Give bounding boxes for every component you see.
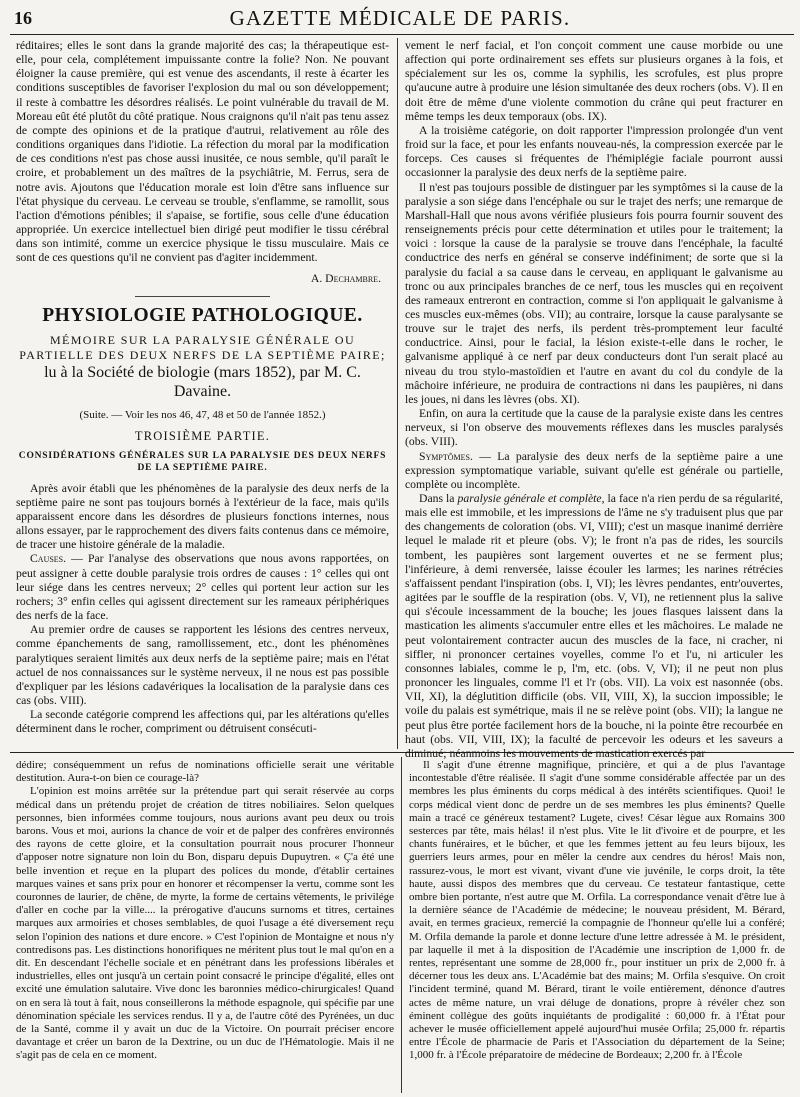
journal-title: GAZETTE MÉDICALE DE PARIS. bbox=[229, 6, 571, 30]
causes-label: Causes. bbox=[30, 552, 67, 566]
header-rule bbox=[10, 34, 794, 35]
symptoms-label: Symptômes. bbox=[419, 449, 473, 463]
article-paragraph bbox=[405, 450, 783, 492]
paragraph-text: — Par l'analyse des observations que nous avons rapportées, on peut assigner à cette double paralysie trois ordres de causes : 1° celles qui ont leur siége dans les centres nerveux; 2° celles qui portent leur action sur les rochers; 3° enfin celles qui agissent directement sur les rameaux périphériques des nerfs de la face. bbox=[16, 552, 389, 623]
page-header bbox=[0, 0, 800, 34]
part-heading: TROISIÈME PARTIE. bbox=[134, 428, 271, 443]
column-divider-bottom bbox=[401, 757, 402, 1093]
feuilleton-paragraph: L'opinion est moins arrêtée sur la prétendue part qui serait réservée au corps médical dans un prétendu projet de création de titres nobiliaires. Selon quelques personnes, bien informées comme toujours, nous aurions avant peu deux ou trois barons. Vous et moi, aurions la chance de voir et de palper des confrères environnés des rayons de cette gloire, et la consultation pourrait nous procurer l'honneur d'apposer notre signature non loin du Bon, disparu depuis Dupuytren. « Ç'a été une belle invention et reçue en la plupart des polices du monde, d'établir certaines marques vaines et sans prix pour en honorer et récompenser la vertu, comme sont les couronnes de laurier, de chêne, de myrte, la forme de certains vêtements, le privilége d'aller en coche par la ville.... la prérogative d'aucuns surnoms et titres, certaines marques aux armoiries et choses semblables, de quoi l'usage a été diversement reçu selon l'opinion des nations et dure encore. » C'est l'opinion de Montaigne et nous n'y contredisons pas. Les distinctions honorifiques ne méritent plus tout le mal qu'on en a dit. En descendant l'échelle sociale et en pénétrant dans les professions libérales et industrielles, elles ont jusqu'à un certain point consacré le principe d'égalité, elles ont excité une émulation salutaire. Vive donc les baronnies médico-chirurgicales! Quand on en sera là tout à fait, nous conseillerons la méthode espagnole, qui spécifie par une dénomination spéciale les services rendus. Il y a, de l'autre côté des Pyrénées, un duc de la Santé, comme il y avait un duc de la Victoire. On pourrait préciser encore davantage et créer un baron de la Dextrine, ou un duc de l'Hématologie. Mais il ne s'agit pas de cela en ce moment. bbox=[16, 785, 394, 1062]
article-paragraph: La seconde catégorie comprend les affections qui, par les altérations qu'elles déterminent dans le rocher, compriment ou détruisent consécuti- bbox=[16, 708, 389, 736]
memoir-title-continued: lu à la Société de biologie (mars 1852), par M. C. Davaine. bbox=[44, 363, 361, 400]
memoir-title: MÉMOIRE SUR LA PARALYSIE GÉNÉRALE OU PARTIELLE DES DEUX NERFS DE LA SEPTIÈME PAIRE; bbox=[19, 332, 386, 362]
article-paragraph: Au premier ordre de causes se rapportent les lésions des centres nerveux, comme épanchements de sang, ramollissement, etc., dont les phénomènes paralytiques seraient limités aux deux nerfs de la septième paire; mais en l'état actuel de nos connaissances sur le système nerveux, il ne nous est pas possible d'expliquer par les lésions cadavériques la localisation de la paralysie dans ces cas (obs. VIII). bbox=[16, 623, 389, 707]
article-paragraph: Après avoir établi que les phénomènes de la paralysie des deux nerfs de la septième paire ne sont pas toujours bornés à l'extérieur de la face, mais qu'ils apparaissent encore dans les désordres de plusieurs fonctions internes, nous allons essayer, par le rapprochement des divers faits contenus dans ce mémoire, de tracer une histoire générale de la maladie. bbox=[16, 481, 389, 552]
paragraph-text: , la face n'a rien perdu de sa régularité, mais elle est immobile, et les impressions de l'âme ne s'y traduisent plus que par des changements de coloration (obs. VI, VIII); c'est un masque inanimé derrière lequel le malade rit et pleure (obs. V); le front n'a pas de rides, les sourcils tombent, les paupières sont largement ouvertes et ne se ferment plus; l'inférieure, à demi renversée, laisse écouler les larmes; les narines rétrécies s'affaissent pendant l'inspiration (obs. I, VI); les lèvres pendantes, entr'ouvertes, agitées par le souffle de la respiration (obs. V, VI), ne retiennent plus la salive qui s'écoule incessamment de la bouche; les joues flasques laissent dans la mastication les aliments s'accumuler entre elles et les mâchoires. Le malade ne peut volontairement contracter aucun des muscles de la face, ni cracher, ni siffler, ni prononcer certaines voyelles, comme l'o et l'u, ni articuler les consonnes labiales, comme le p, l'm, etc. (obs. V, VI); il ne peut non plus prononcer les linguales, comme l'l et l'r (obs. VII). La voix est nasonnée (obs. VII, XI), la déglutition difficile (obs. VII, VIII, X), la succion impossible; le voile du palais est symétrique, mais il ne se relève point (obs. VII); la langue ne peut plus être portée facilement hors de la bouche, ni la pointe être recourbée en haut (obs. VII, VIII, IX); la faculté de percevoir les odeurs et les saveurs a diminué; néanmoins les mouvements de mastication exercés par bbox=[405, 492, 783, 760]
feuilleton-paragraph: dédire; conséquemment un refus de nominations officielle serait une véritable destitution. Aura-t-on bien ce courage-là? bbox=[16, 759, 394, 785]
article-paragraph bbox=[405, 492, 783, 761]
separator-rule bbox=[135, 296, 269, 297]
feuilleton-paragraph: Il s'agit d'une étrenne magnifique, princière, et qui a de plus l'avantage incontestable d'être réalisée. Il s'agit d'une somme considérable affectée par un des membres les plus éminents du corps médical à des intérêts scientifiques. Quoi! le corps médical vient donc de perdre un de ses membres les plus éminents? Quelle main a tracé ce généreux testament? Lugete, cives! César lègue aux Romains 300 sesterces par tête, mais hélas! il n'est plus. Vite le lit d'ivoire et de pourpre, et les chants funéraires, et le bûcher, et que les femmes jettent au feu leurs bijoux, les guerriers leurs armes, pour en mêler la cendre aux cendres du héros! Mais non, rassurez-vous, le mort est vivant, vivant d'une vie juvénile, le corps droit, la tête haute, aussi dispos des membres que du cerveau. Ce testateur fantastique, cette ombre bien portante, n'est autre que M. Orfila. La correspondance venait d'être lue à la dernière séance de l'Académie de médecine; le nouveau président, M. Bérard, avait, en termes gracieux, remercié la compagnie de l'honneur qu'elle lui a conféré; M. Orfila demande la parole et donne lecture d'une lettre adressée à M. le président, par laquelle il met à la disposition de l'Académie une inscription de 1,000 fr. de rentes, représentant une somme de 28,000 fr., pour instituer un prix de 2,000 fr. à décerner tous les deux ans. L'Académie bat des mains; M. Orfila s'esquive. On croit l'incident terminé, quand M. Bérard, tirant le voile entièrement, dénonce d'autres actes de même nature, un vrai déluge de donations, propre à révéler chez son éminent collègue des goûts inquiétants de prodigalité : 60,000 fr. à l'État pour achever le musée officiellement appelé aujourd'hui musée Orfila; 25,000 fr. répartis entre l'École de pharmacie de Paris et l'Association du département de la Seine; 1,000 fr. à l'École préparatoire de médecine de Bordeaux; 2,200 fr. à l'École bbox=[409, 759, 785, 1062]
paragraph-lead: Dans la bbox=[419, 492, 458, 505]
column-1 bbox=[16, 39, 389, 749]
article-paragraph: Enfin, on aura la certitude que la cause de la paralysie existe dans les centres nerveux, si l'on observe des mouvements réflexes dans les muscles paralysés (obs. VIII). bbox=[405, 407, 783, 449]
column-divider-top bbox=[397, 38, 398, 749]
article-paragraph bbox=[16, 552, 389, 623]
section-title: PHYSIOLOGIE PATHOLOGIQUE. bbox=[42, 304, 363, 326]
emphasis-text: paralysie générale et complète bbox=[457, 492, 602, 505]
continuation-note: (Suite. — Voir les nos 46, 47, 48 et 50 de l'année 1852.) bbox=[79, 408, 326, 421]
article-paragraph: Il n'est pas toujours possible de distinguer par les symptômes si la cause de la paralysie a son siége dans l'encéphale ou sur le trajet des nerfs; une remarque de Marshall-Hall que nous avons vérifiée plusieurs fois pourra fournir souvent des renseignements précis pour cette détermination et utiles pour le traitement; la voici : lorsque la cause de la paralysie se trouve dans l'encéphale, la faculté conductrice des nerfs en général se conserve indéfiniment; de sorte que si la paralysie du facial a sa cause dans le cerveau, en appliquant le galvanisme au tronc ou aux principales branches de ce nerf, tous les muscles qui en reçoivent des rameaux entreront en contraction, comme si l'on appliquait le galvanisme à ces muscles eux-mêmes (obs. VII); au contraire, lorsque la cause paralysante se trouve sur le trajet des nerfs, ils perdent très-promptement leur faculté conductrice. Ainsi, pour le facial, la lésion existe-t-elle dans le rocher, le galvanisme appliqué à ce nerf par deux conducteurs dont l'un serait placé au niveau du trou stylo-mastoïdien et l'autre en avant du col du condyle de la mâchoire inférieure, ne produira de contractions ni dans les paupières, ni dans les joues, ni dans les lèvres (obs. XI). bbox=[405, 180, 783, 406]
signature: A. Dechambre. bbox=[310, 271, 381, 285]
article-paragraph: réditaires; elles le sont dans la grande majorité des cas; la thérapeutique est-elle, pour cela, complétement impuissante contre la folie? Non. Ne pouvant éloigner la cause première, qui est venue des ascendants, il reste à écarter les conditions susceptibles de favoriser l'explosion du mal ou son développement; il reste à combattre les désordres réalisés. Le point vulnérable du travail de M. Moreau eût été plutôt du côté pratique. Nous craignons qu'il n'ait pas tenu assez de compte des opinions et de la pratique d'autrui, relativement au rôle des conditions organiques dans l'idiotie. La réfection du moral par la modification de ces conditions n'est pas chose aussi inusitée, ce nous semble, qu'il paraît le croire, et probablement un des maîtres de la psychiâtrie, M. Ferrus, sera de notre avis. Ajoutons que l'éducation morale est loin d'être sans influence sur l'état physique du cerveau. Le cerveau se trouble, s'enflamme, se ramollit, sous l'action d'émotions pénibles; il s'apaise, se fortifie, sous celle d'une éducation appropriée. Un exercice intellectuel bien dirigé peut modifier le tissu cérébral dans son intimité, comme un exercice physique le tissu musculaire. Mais ce sont de ces questions qu'il ne convient pas d'agiter incidemment. bbox=[16, 39, 389, 265]
column-3 bbox=[16, 759, 394, 1093]
article-paragraph: A la troisième catégorie, on doit rapporter l'impression prolongée d'un vent froid sur la face, et pour les enfants nouveau-nés, la compression exercée par le forceps. Ces causes si fréquentes de l'hémiplégie faciale pourront aussi occasionner la paralysie des deux nerfs de la septième paire. bbox=[405, 123, 783, 180]
page-number: 16 bbox=[14, 8, 32, 28]
column-2 bbox=[405, 39, 783, 760]
column-4 bbox=[409, 759, 785, 1093]
paragraph-text: — La paralysie des deux nerfs de la septième paire a une expression symptomatique variable, suivant qu'elle est générale ou partielle, complète ou incomplète. bbox=[405, 449, 783, 491]
article-paragraph: vement le nerf facial, et l'on conçoit comment une cause morbide ou une affection qui porte ordinairement ses effets sur plusieurs organes à la fois, et spécialement sur les os, comme la syphilis, les scrofules, est plus propre qu'aucune autre à produire une lésion simultanée des deux rochers (obs. V). Il en doit être de même d'une violente commotion du crâne qui peut fracturer en même temps les deux temporaux (obs. IX). bbox=[405, 39, 783, 123]
subsection-heading: CONSIDÉRATIONS GÉNÉRALES SUR LA PARALYSIE DES DEUX NERFS DE LA SEPTIÈME PAIRE. bbox=[18, 450, 387, 473]
